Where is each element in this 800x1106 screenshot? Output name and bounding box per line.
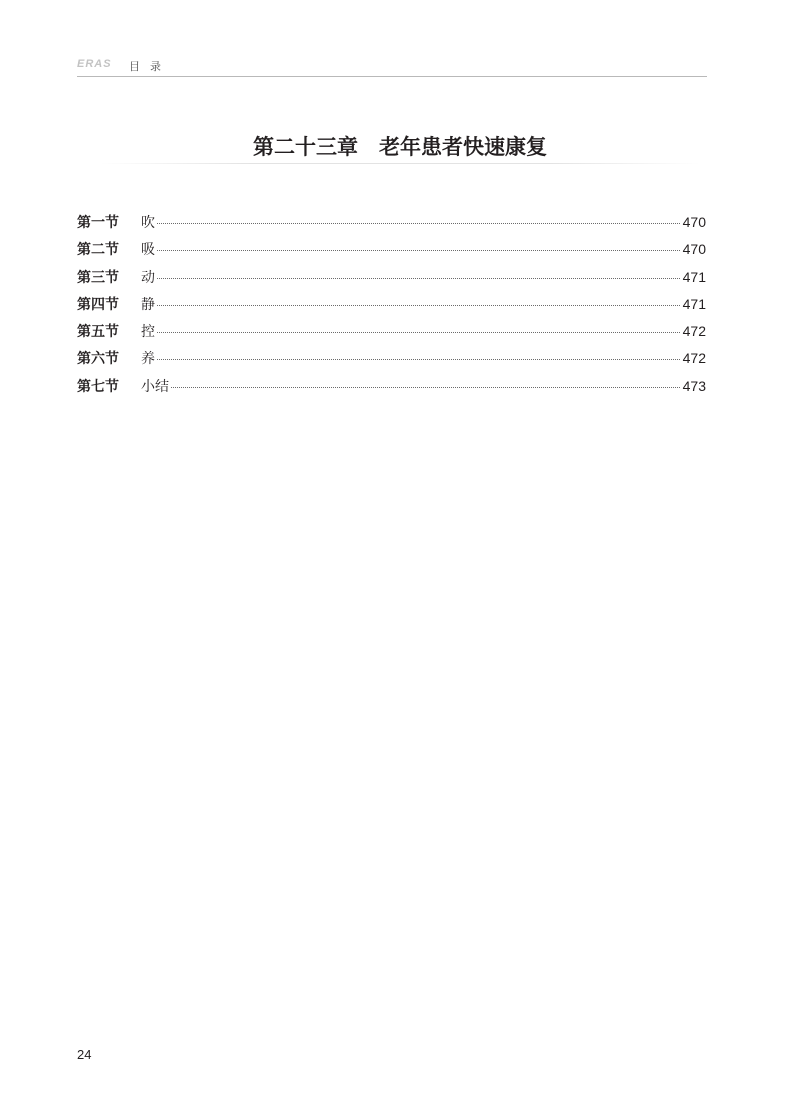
toc-page-number: 470 [682,214,706,230]
toc-section-title: 动 [141,269,155,286]
page-number: 24 [77,1047,92,1062]
toc-entry-7[interactable] [77,376,706,403]
toc-entry-5[interactable] [77,321,706,348]
toc-section-number: 第二节 [77,242,119,259]
toc-dot-leader [171,387,680,388]
toc-page-number: 470 [682,241,706,258]
toc-list [77,212,706,403]
toc-section-title: 静 [141,296,155,313]
toc-section-title: 吹 [141,215,155,231]
toc-dot-leader [157,359,680,360]
toc-entry-1[interactable] [77,212,706,239]
toc-section-number: 第四节 [77,296,119,313]
toc-page-number: 472 [682,323,706,340]
toc-dot-leader [157,305,680,306]
toc-entry-6[interactable] [77,348,706,375]
chapter-title: 第二十三章 老年患者快速康复 [253,135,547,159]
toc-section-number: 第一节 [77,215,119,231]
toc-entry-4[interactable] [77,294,706,321]
eras-logo: ERAS [77,58,112,70]
toc-page-number: 471 [682,295,706,312]
toc-section-title: 控 [141,324,155,341]
title-underline [100,163,700,164]
toc-section-title: 小结 [141,378,169,395]
toc-section-number: 第三节 [77,269,119,286]
toc-section-number: 第六节 [77,351,119,368]
header-section-label: 目录 [129,60,171,73]
toc-page-number: 471 [682,268,706,285]
toc-section-number: 第七节 [77,378,119,395]
toc-entry-3[interactable] [77,267,706,294]
toc-section-title: 养 [141,351,155,368]
toc-page-number: 472 [682,350,706,367]
toc-entry-2[interactable] [77,239,706,266]
toc-section-number: 第五节 [77,324,119,341]
running-header [77,57,707,77]
toc-dot-leader [157,250,680,251]
toc-dot-leader [157,223,680,224]
toc-dot-leader [157,332,680,333]
toc-section-title: 吸 [141,242,155,259]
toc-page-number: 473 [682,377,706,394]
toc-dot-leader [157,278,680,279]
